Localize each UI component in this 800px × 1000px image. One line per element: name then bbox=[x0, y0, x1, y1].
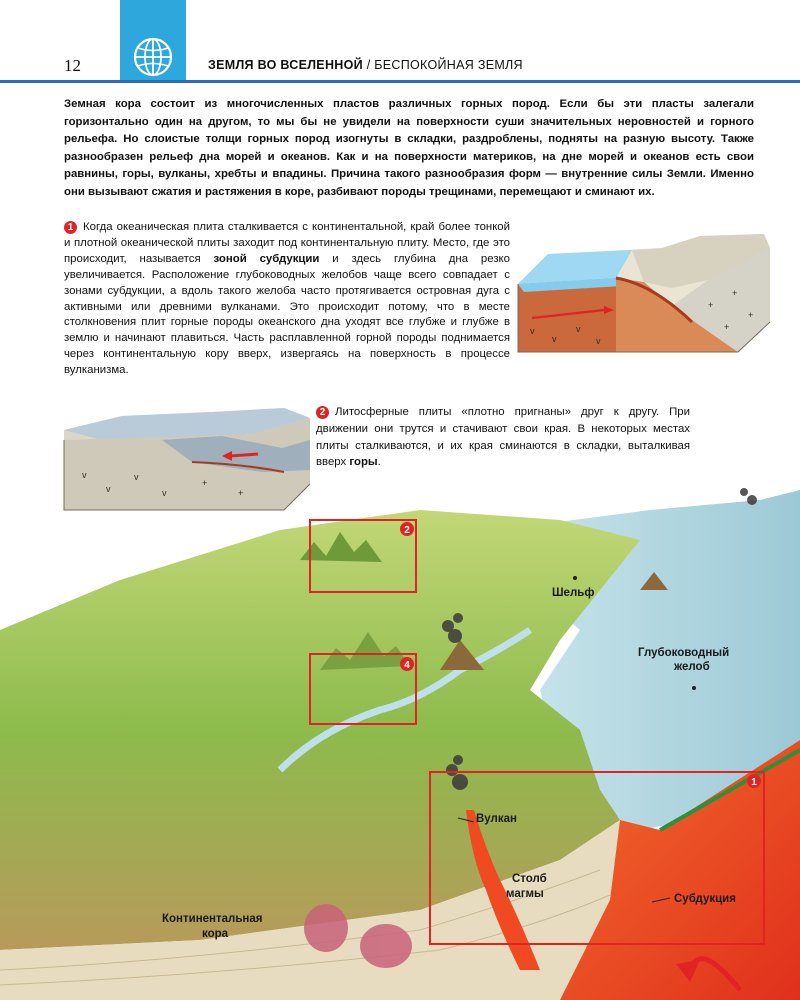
svg-text:v: v bbox=[530, 326, 535, 336]
paragraph2-text-before: Литосферные плиты «плотно пригнаны» друг к другу. При движении они трутся и стачивают свои края. В некоторых местах плиты сталкиваются, и их края сминаются в складки, выталкивая вверх bbox=[316, 406, 690, 469]
svg-text:1: 1 bbox=[751, 777, 757, 788]
label-shelf: Шельф bbox=[552, 587, 595, 599]
paragraph2-text-after: . bbox=[377, 456, 381, 469]
paragraph-number-2: 2 bbox=[316, 406, 329, 419]
header-rule bbox=[0, 80, 800, 83]
marker-1 bbox=[747, 774, 761, 788]
intro-paragraph: Земная кора состоит из многочисленных пластов различных горных пород. Если бы эти пласты залегали горизонтально один на другом, то мы бы не увидели на поверхности суши значительных неровностей и горного рельефа. Но слоистые толщи горных пород изогнуты в складки, раздроблены, подняты на разную высоту. Также разнообразен рельеф дна морей и океанов. Как и на поверхности материков, на дне морей и океанов есть свои равнины, горы, вулканы, хребты и впадины. Причина такого разнообразия форм — внутренние силы Земли. Именно они вызывают сжатия и растяжения в коре, разбивают породы трещинами, перемещают и сминают их. bbox=[64, 98, 754, 198]
svg-text:4: 4 bbox=[404, 660, 410, 671]
paragraph-subduction bbox=[64, 220, 510, 379]
label-trench-line2: желоб bbox=[674, 661, 710, 673]
marker-2 bbox=[400, 522, 414, 536]
paragraph1-text-before: Когда океаническая плита сталкивается с континентальной, край более тонкой и плотной океанической плиты заходит под континентальную плиту. Место, где это происходит, называется bbox=[64, 221, 510, 265]
label-crust-line2: кора bbox=[202, 928, 229, 940]
paragraph-plates bbox=[316, 404, 690, 471]
svg-text:v: v bbox=[134, 472, 139, 482]
marker-4 bbox=[400, 657, 414, 671]
label-subduction: Субдукция bbox=[674, 893, 736, 905]
paragraph1-text-after: и здесь глубина дна резко увеличивается. Расположение глубоководных желобов чаще всего совпадает с зонами субдукции, а вдоль такого желоба часто протягивается островная дуга с активными или древними вулканами. Это происходит потому, что в месте столкновения плит горные породы океанского дна уходят все глубже и глубже в землю и начинают плавиться. Часть расплавленной горной породы поднимается через континентальную кору вверх, извергаясь на поверхность в процессе вулканизма. bbox=[64, 252, 510, 377]
label-trench-line1: Глубоководный bbox=[638, 647, 730, 659]
svg-text:+: + bbox=[732, 288, 738, 298]
svg-text:2: 2 bbox=[404, 525, 410, 536]
svg-text:+: + bbox=[238, 488, 244, 498]
label-magma-line2: магмы bbox=[506, 888, 544, 900]
paragraph1-term: зоной субдукции bbox=[213, 252, 320, 265]
svg-text:+: + bbox=[724, 322, 730, 332]
svg-text:v: v bbox=[552, 334, 557, 344]
subsection-title: БЕСПОКОЙНАЯ ЗЕМЛЯ bbox=[374, 58, 523, 72]
subduction-block-diagram bbox=[512, 226, 774, 362]
page-title bbox=[208, 58, 523, 72]
svg-text:v: v bbox=[82, 470, 87, 480]
page-header bbox=[0, 0, 800, 82]
paragraph2-term: горы bbox=[349, 456, 378, 469]
title-separator: / bbox=[366, 58, 371, 72]
svg-text:v: v bbox=[106, 484, 111, 494]
section-title: ЗЕМЛЯ ВО ВСЕЛЕННОЙ bbox=[208, 58, 363, 72]
label-volcano: Вулкан bbox=[476, 813, 517, 825]
globe-icon bbox=[132, 36, 174, 78]
paragraph-number-1: 1 bbox=[64, 221, 77, 234]
svg-text:+: + bbox=[202, 478, 208, 488]
landscape-illustration bbox=[0, 470, 800, 1000]
svg-text:v: v bbox=[576, 324, 581, 334]
page-number: 12 bbox=[64, 56, 81, 75]
svg-text:+: + bbox=[708, 300, 714, 310]
svg-text:v: v bbox=[596, 336, 601, 346]
svg-text:v: v bbox=[162, 488, 167, 498]
section-tab bbox=[120, 0, 186, 80]
label-magma-line1: Столб bbox=[512, 873, 547, 885]
label-crust-line1: Континентальная bbox=[162, 913, 263, 925]
svg-text:+: + bbox=[748, 310, 754, 320]
